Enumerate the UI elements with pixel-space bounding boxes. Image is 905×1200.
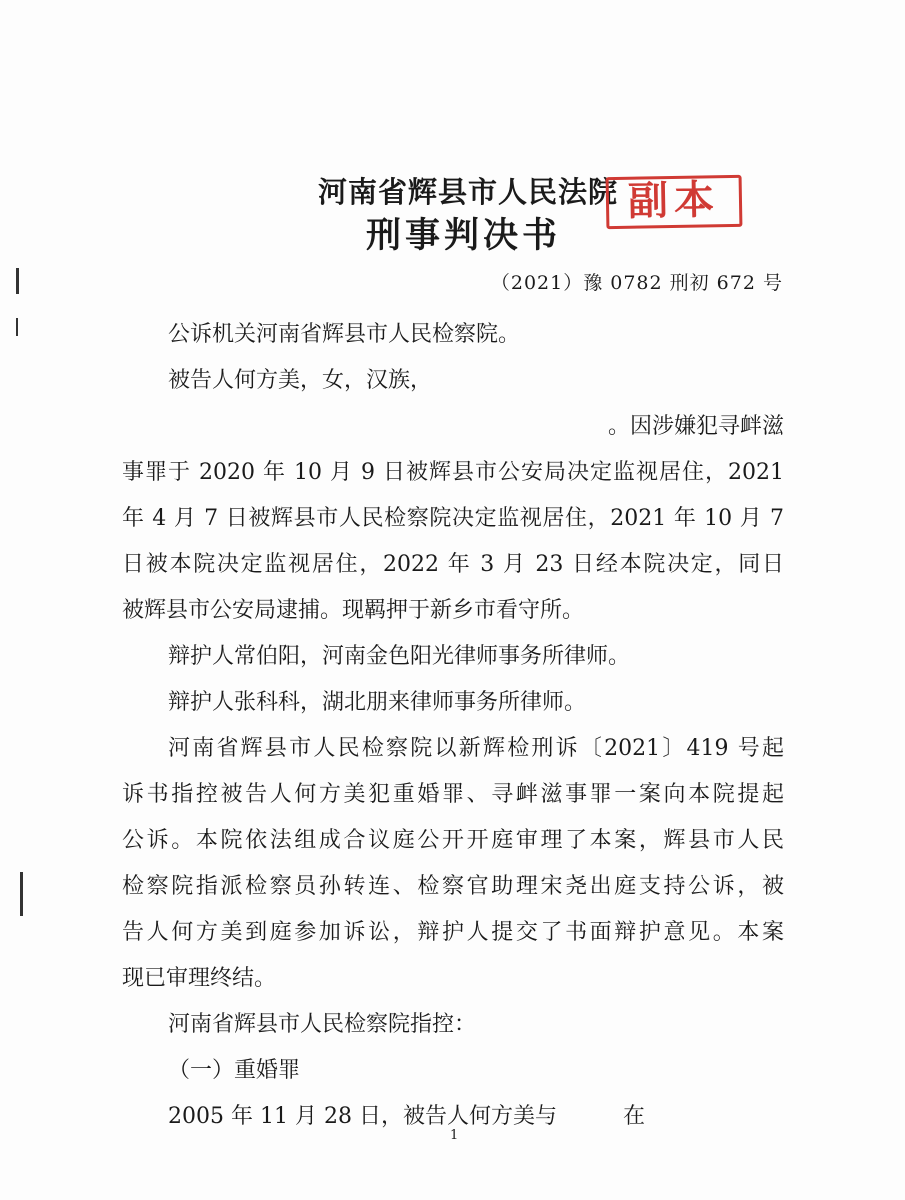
charges-heading: 河南省辉县市人民检察院指控： xyxy=(168,1012,477,1037)
body-line-text: 2005 年 11 月 28 日，被告人何方美与 xyxy=(168,1104,557,1129)
court-name: 河南省辉县市人民法院 xyxy=(318,175,619,209)
body-line-text: 在 xyxy=(622,1104,645,1129)
page-number: 1 xyxy=(450,1128,459,1143)
scan-artifact-mark xyxy=(16,318,18,336)
body-line: 被辉县市公安局逮捕。现羁押于新乡市看守所。 xyxy=(122,598,585,623)
defender-line: 辩护人张科科，湖北朋来律师事务所律师。 xyxy=(168,690,587,715)
judgment-body xyxy=(122,312,784,1140)
body-line: 日被本院决定监视居住，2022 年 3 月 23 日经本院决定，同日 xyxy=(122,552,784,577)
defendant-line: 被告人何方美，女，汉族， xyxy=(168,368,433,393)
body-line: 检察院指派检察员孙转连、检察官助理宋尧出庭支持公诉，被 xyxy=(122,874,784,899)
body-line: 年 4 月 7 日被辉县市人民检察院决定监视居住，2021 年 10 月 7 xyxy=(122,506,784,531)
body-line: 公诉。本院依法组成合议庭公开开庭审理了本案，辉县市人民 xyxy=(122,828,784,853)
defender-line: 辩护人常伯阳，河南金色阳光律师事务所律师。 xyxy=(168,644,631,669)
body-line: 河南省辉县市人民检察院以新辉检刑诉〔2021〕419 号起 xyxy=(168,736,784,761)
body-line: 现已审理终结。 xyxy=(122,966,277,991)
scan-artifact-mark xyxy=(20,872,23,916)
copy-stamp: 副本 xyxy=(606,175,743,229)
prosecutor-line: 公诉机关河南省辉县市人民检察院。 xyxy=(168,322,521,347)
case-number: （2021）豫 0782 刑初 672 号 xyxy=(490,272,783,294)
body-line: 诉书指控被告人何方美犯重婚罪、寻衅滋事罪一案向本院提起 xyxy=(122,782,784,807)
body-line: 事罪于 2020 年 10 月 9 日被辉县市公安局决定监视居住，2021 xyxy=(122,460,784,485)
document-title: 刑事判决书 xyxy=(366,215,562,256)
scan-artifact-mark xyxy=(16,268,19,294)
body-line: 告人何方美到庭参加诉讼，辩护人提交了书面辩护意见。本案 xyxy=(122,920,784,945)
charge-title-bigamy: （一）重婚罪 xyxy=(168,1058,301,1083)
body-line: 。因涉嫌犯寻衅滋 xyxy=(607,414,784,439)
